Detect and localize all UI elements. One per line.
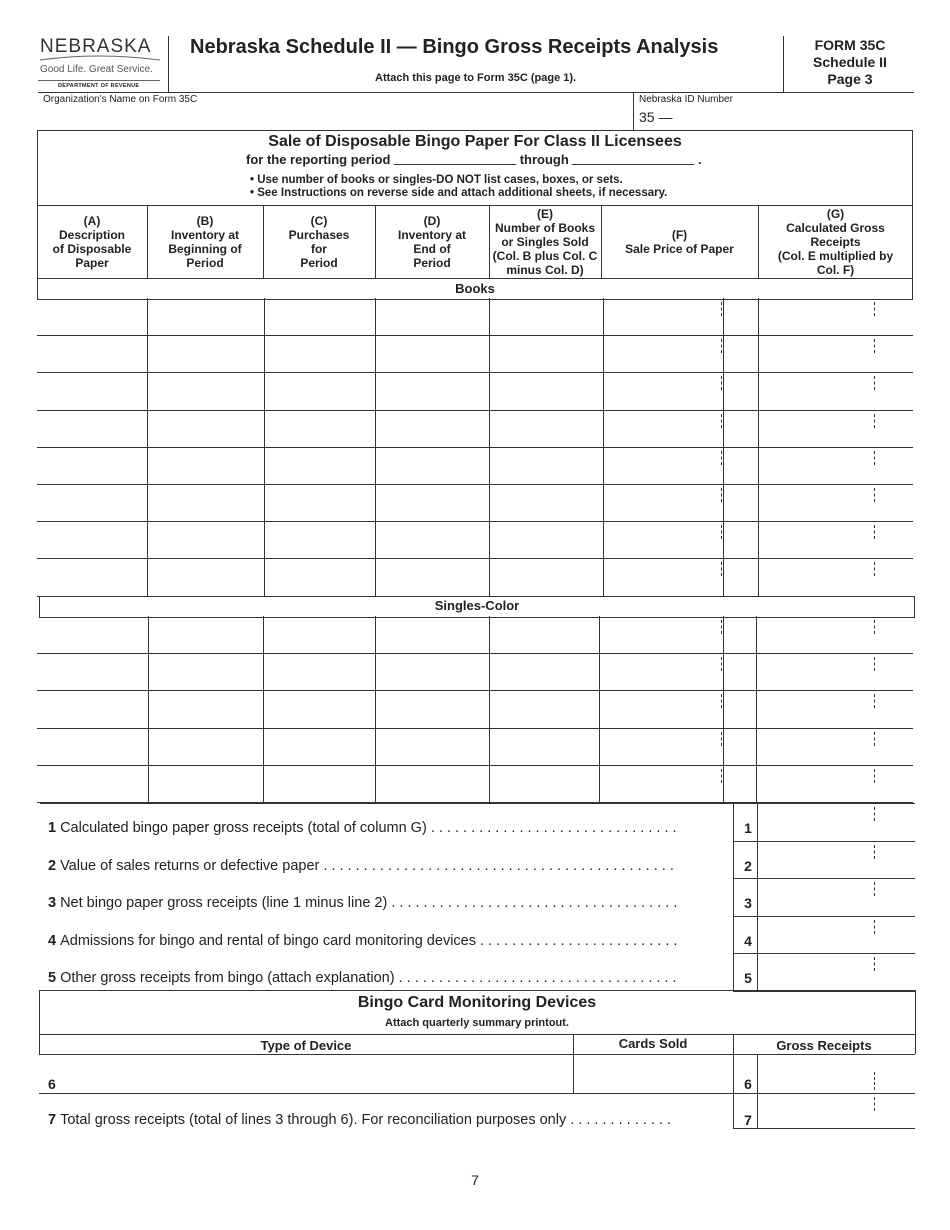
nebraska-logo bbox=[38, 36, 163, 92]
form-schedule: Schedule II bbox=[813, 54, 887, 70]
period-end-field[interactable] bbox=[572, 152, 694, 165]
books-cell[interactable] bbox=[379, 529, 485, 552]
singles-cell[interactable] bbox=[152, 773, 259, 796]
singles-cell[interactable] bbox=[267, 624, 371, 647]
col-cards-sold: Cards Sold bbox=[618, 1036, 688, 1051]
books-cell[interactable] bbox=[762, 418, 909, 441]
books-cell[interactable] bbox=[268, 566, 371, 589]
form-id-block bbox=[790, 37, 910, 88]
books-cell[interactable] bbox=[762, 566, 909, 589]
books-cell[interactable] bbox=[762, 306, 909, 329]
singles-cell[interactable] bbox=[152, 624, 259, 647]
books-cell[interactable] bbox=[607, 306, 719, 329]
books-cell[interactable] bbox=[607, 380, 719, 403]
singles-cell[interactable] bbox=[603, 624, 719, 647]
books-cell[interactable] bbox=[379, 566, 485, 589]
books-cell[interactable] bbox=[379, 455, 485, 478]
singles-cell[interactable] bbox=[152, 698, 259, 721]
singles-cell[interactable] bbox=[493, 736, 595, 759]
books-cell[interactable] bbox=[268, 455, 371, 478]
form-page: Page 3 bbox=[827, 71, 873, 87]
line-7-label: 7 Total gross receipts (total of lines 3 through 6). For reconciliation purposes only . . . . . . . . . . . . . bbox=[48, 1112, 671, 1128]
books-cell[interactable] bbox=[379, 343, 485, 366]
col-f-sale-price: (F) Sale Price of Paper bbox=[625, 228, 734, 256]
books-cell[interactable] bbox=[151, 306, 260, 329]
line-4-label: 4 Admissions for bingo and rental of bingo card monitoring devices . . . . . . . . . . . . . . . . . . . . . . . . . bbox=[48, 932, 678, 949]
reporting-period: for the reporting period through . bbox=[246, 152, 702, 167]
books-cell[interactable] bbox=[41, 566, 143, 589]
singles-cell[interactable] bbox=[267, 661, 371, 684]
books-cell[interactable] bbox=[727, 380, 754, 403]
line-6-receipts-field[interactable] bbox=[762, 1066, 870, 1088]
logo-word: NEBRASKA bbox=[40, 36, 152, 57]
books-cell[interactable] bbox=[727, 343, 754, 366]
period-start-field[interactable] bbox=[394, 152, 516, 165]
id-number-label: Nebraska ID Number bbox=[639, 94, 733, 105]
singles-cell[interactable] bbox=[379, 624, 485, 647]
page-number: 7 bbox=[471, 1172, 479, 1188]
singles-cell[interactable] bbox=[493, 773, 595, 796]
singles-cell[interactable] bbox=[267, 736, 371, 759]
singles-cell[interactable] bbox=[379, 736, 485, 759]
books-cell[interactable] bbox=[607, 343, 719, 366]
singles-cell[interactable] bbox=[727, 736, 752, 759]
books-cell[interactable] bbox=[379, 492, 485, 515]
instruction-bullet-1: • Use number of books or singles-DO NOT list cases, boxes, or sets. bbox=[250, 174, 623, 186]
col-d-inventory-end: (D) Inventory at End of Period bbox=[397, 214, 466, 270]
line-5-field[interactable] bbox=[762, 961, 870, 985]
books-cell[interactable] bbox=[41, 492, 143, 515]
books-cell[interactable] bbox=[762, 455, 909, 478]
line-4-field[interactable] bbox=[762, 924, 870, 948]
page-subtitle: Attach this page to Form 35C (page 1). bbox=[375, 72, 577, 84]
singles-cell[interactable] bbox=[603, 736, 719, 759]
col-type-of-device: Type of Device bbox=[260, 1038, 352, 1053]
col-gross-receipts: Gross Receipts bbox=[776, 1038, 872, 1053]
singles-cell[interactable] bbox=[760, 736, 909, 759]
books-cell[interactable] bbox=[727, 306, 754, 329]
org-name-field[interactable] bbox=[43, 106, 628, 124]
books-cell[interactable] bbox=[493, 306, 599, 329]
singles-cell[interactable] bbox=[603, 661, 719, 684]
books-cell[interactable] bbox=[379, 418, 485, 441]
singles-cell[interactable] bbox=[760, 773, 909, 796]
line-3-label: 3 Net bingo paper gross receipts (line 1 minus line 2) . . . . . . . . . . . . . . . . . . . . . . . . . . . . . . . . . . . . bbox=[48, 895, 678, 912]
books-cell[interactable] bbox=[727, 455, 754, 478]
line-5-label: 5 Other gross receipts from bingo (attach explanation) . . . . . . . . . . . . . . . . . . . . . . . . . . . . . . . . . . . bbox=[48, 970, 677, 987]
books-cell[interactable] bbox=[762, 492, 909, 515]
books-cell[interactable] bbox=[727, 566, 754, 589]
books-cell[interactable] bbox=[268, 418, 371, 441]
id-number-prefix: 35 — bbox=[639, 109, 673, 125]
singles-cell[interactable] bbox=[493, 661, 595, 684]
books-cell[interactable] bbox=[493, 566, 599, 589]
books-cell[interactable] bbox=[762, 380, 909, 403]
books-cell[interactable] bbox=[727, 418, 754, 441]
singles-cell[interactable] bbox=[41, 773, 144, 796]
books-cell[interactable] bbox=[727, 492, 754, 515]
line-3-number: 3 bbox=[744, 895, 752, 912]
page-title: Nebraska Schedule II — Bingo Gross Receipts Analysis bbox=[190, 36, 719, 58]
books-cell[interactable] bbox=[268, 343, 371, 366]
singles-cell[interactable] bbox=[152, 661, 259, 684]
paper-section-title: Sale of Disposable Bingo Paper For Class II Licensees bbox=[268, 133, 682, 150]
singles-cell[interactable] bbox=[727, 773, 752, 796]
col-g-calculated-receipts: (G) Calculated Gross Receipts (Col. E multiplied by Col. F) bbox=[777, 207, 894, 277]
singles-cell[interactable] bbox=[760, 661, 909, 684]
singles-cell[interactable] bbox=[41, 698, 144, 721]
singles-cell[interactable] bbox=[379, 698, 485, 721]
line-6-number-left: 6 bbox=[48, 1076, 56, 1092]
books-cell[interactable] bbox=[379, 380, 485, 403]
singles-cell[interactable] bbox=[41, 661, 144, 684]
books-cell[interactable] bbox=[268, 306, 371, 329]
books-cell[interactable] bbox=[41, 306, 143, 329]
singles-cell[interactable] bbox=[152, 736, 259, 759]
line-2-field[interactable] bbox=[762, 849, 870, 873]
line-6-number: 6 bbox=[744, 1076, 752, 1092]
books-cell[interactable] bbox=[762, 529, 909, 552]
singles-cell[interactable] bbox=[727, 661, 752, 684]
form-id: FORM 35C bbox=[814, 37, 886, 53]
books-cell[interactable] bbox=[493, 529, 599, 552]
line-1-number: 1 bbox=[744, 820, 752, 836]
books-cell[interactable] bbox=[268, 492, 371, 515]
id-number-field[interactable] bbox=[675, 107, 905, 125]
books-cell[interactable] bbox=[268, 529, 371, 552]
through-label: through bbox=[519, 152, 569, 167]
col-c-purchases: (C) Purchases for Period bbox=[288, 214, 350, 270]
books-cell[interactable] bbox=[727, 529, 754, 552]
books-cell[interactable] bbox=[151, 455, 260, 478]
singles-cell[interactable] bbox=[760, 698, 909, 721]
cards-sold-field[interactable] bbox=[578, 1066, 728, 1088]
col-a-description: (A) Description of Disposable Paper bbox=[52, 214, 132, 270]
logo-tagline: Good Life. Great Service. bbox=[40, 64, 153, 75]
org-name-label: Organization's Name on Form 35C bbox=[43, 94, 198, 105]
singles-cell[interactable] bbox=[379, 661, 485, 684]
line-1-field[interactable] bbox=[762, 811, 870, 835]
singles-cell[interactable] bbox=[41, 624, 144, 647]
books-cell[interactable] bbox=[151, 418, 260, 441]
devices-title: Bingo Card Monitoring Devices bbox=[357, 994, 597, 1011]
books-cell[interactable] bbox=[151, 529, 260, 552]
books-cell[interactable] bbox=[41, 418, 143, 441]
line-5-number: 5 bbox=[744, 970, 752, 987]
line-7-number: 7 bbox=[744, 1112, 752, 1128]
books-cell[interactable] bbox=[151, 343, 260, 366]
books-cell[interactable] bbox=[41, 380, 143, 403]
books-cell[interactable] bbox=[607, 455, 719, 478]
period-label: for the reporting period bbox=[246, 152, 391, 167]
singles-cell[interactable] bbox=[760, 624, 909, 647]
books-cell[interactable] bbox=[41, 455, 143, 478]
line-4-number: 4 bbox=[744, 932, 752, 949]
col-e-number-sold: (E) Number of Books or Singles Sold (Col. B plus Col. C minus Col. D) bbox=[492, 207, 598, 277]
books-cell[interactable] bbox=[151, 380, 260, 403]
books-cell[interactable] bbox=[493, 492, 599, 515]
line-1-label: 1 Calculated bingo paper gross receipts (total of column G) . . . . . . . . . . . . . . . . . . . . . . . . . . . . . . . bbox=[48, 820, 677, 836]
books-cell[interactable] bbox=[151, 566, 260, 589]
books-cell[interactable] bbox=[607, 418, 719, 441]
books-cell[interactable] bbox=[762, 343, 909, 366]
singles-cell[interactable] bbox=[493, 698, 595, 721]
books-cell[interactable] bbox=[151, 492, 260, 515]
books-cell[interactable] bbox=[493, 380, 599, 403]
singles-cell[interactable] bbox=[41, 736, 144, 759]
books-cell[interactable] bbox=[607, 492, 719, 515]
logo-dept: DEPARTMENT OF REVENUE bbox=[58, 83, 140, 89]
singles-cell[interactable] bbox=[727, 698, 752, 721]
line-3-field[interactable] bbox=[762, 886, 870, 910]
line-2-label: 2 Value of sales returns or defective paper . . . . . . . . . . . . . . . . . . . . . . . . . . . . . . . . . . . . . . . . . . . . bbox=[48, 857, 674, 874]
books-cell[interactable] bbox=[493, 343, 599, 366]
books-cell[interactable] bbox=[607, 566, 719, 589]
singles-cell[interactable] bbox=[267, 773, 371, 796]
singles-cell[interactable] bbox=[493, 624, 595, 647]
singles-label: Singles-Color bbox=[434, 598, 520, 613]
books-cell[interactable] bbox=[493, 455, 599, 478]
singles-cell[interactable] bbox=[267, 698, 371, 721]
books-cell[interactable] bbox=[493, 418, 599, 441]
books-label: Books bbox=[455, 281, 495, 296]
instruction-bullet-2: • See Instructions on reverse side and attach additional sheets, if necessary. bbox=[250, 187, 668, 199]
books-cell[interactable] bbox=[607, 529, 719, 552]
singles-cell[interactable] bbox=[603, 773, 719, 796]
line-7-field[interactable] bbox=[762, 1102, 870, 1124]
books-cell[interactable] bbox=[41, 529, 143, 552]
books-cell[interactable] bbox=[41, 343, 143, 366]
singles-cell[interactable] bbox=[727, 624, 752, 647]
line-2-number: 2 bbox=[744, 857, 752, 874]
singles-cell[interactable] bbox=[603, 698, 719, 721]
books-cell[interactable] bbox=[268, 380, 371, 403]
device-type-field[interactable] bbox=[64, 1066, 564, 1088]
devices-subtitle: Attach quarterly summary printout. bbox=[385, 1017, 569, 1029]
books-cell[interactable] bbox=[379, 306, 485, 329]
col-b-inventory-beginning: (B) Inventory at Beginning of Period bbox=[168, 214, 242, 270]
singles-cell[interactable] bbox=[379, 773, 485, 796]
